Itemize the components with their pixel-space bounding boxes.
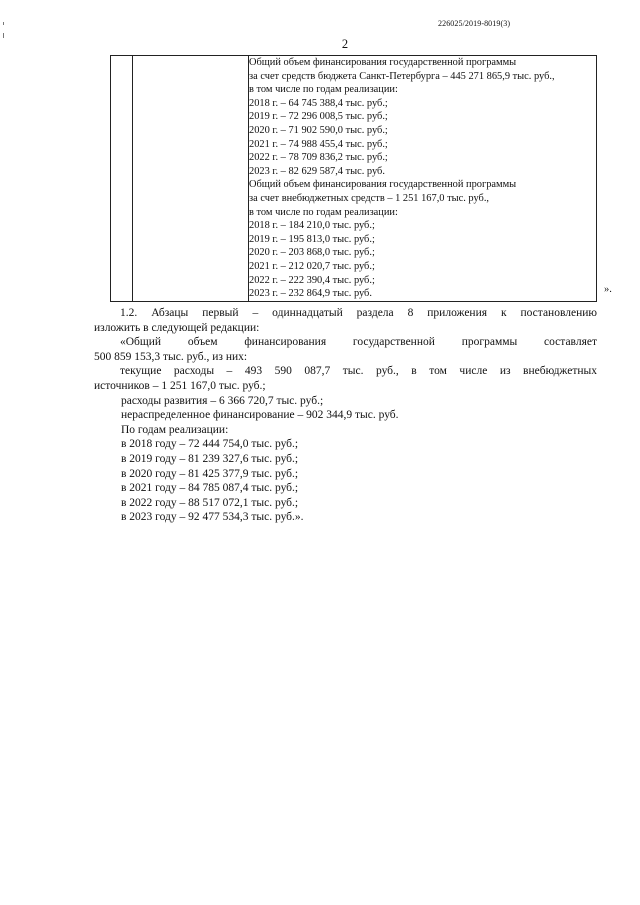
year-line: в 2023 году – 92 477 534,3 тыс. руб.». — [121, 511, 304, 524]
year-line: в 2020 году – 81 425 377,9 тыс. руб.; — [121, 467, 299, 480]
year-line: в 2018 году – 72 444 754,0 тыс. руб.; — [121, 438, 299, 451]
table-line: 2023 г. – 82 629 587,4 тыс. руб. — [249, 165, 385, 177]
table-line: Общий объем финансирования государственной программы — [249, 179, 517, 191]
margin-mark — [3, 22, 4, 25]
table-cell-number — [111, 56, 133, 302]
amendment-text — [94, 306, 597, 525]
year-line: в 2022 году – 88 517 072,1 тыс. руб.; — [121, 496, 299, 509]
table-line: 2023 г. – 232 864,9 тыс. руб. — [249, 288, 372, 300]
document-number: 226025/2019-8019(3) — [438, 19, 511, 28]
table-line: 2022 г. – 78 709 836,2 тыс. руб.; — [249, 152, 388, 164]
paragraph-line: 500 859 153,3 тыс. руб., из них: — [94, 350, 248, 363]
closing-quote: ». — [604, 284, 612, 295]
page-number: 2 — [341, 37, 349, 51]
table-line: 2020 г. – 203 868,0 тыс. руб.; — [249, 247, 375, 259]
table-line: 2018 г. – 184 210,0 тыс. руб.; — [249, 220, 375, 232]
table-line: 2019 г. – 195 813,0 тыс. руб.; — [249, 233, 375, 245]
table-cell-label — [133, 56, 249, 302]
paragraph-line: 1.2. Абзацы первый – одиннадцатый раздела 8 приложения к постановлению — [120, 307, 597, 319]
table-line: за счет внебюджетных средств – 1 251 167,0 тыс. руб., — [249, 192, 490, 204]
paragraph-line: расходы развития – 6 366 720,7 тыс. руб.; — [121, 394, 324, 407]
financing-table — [110, 55, 597, 302]
paragraph-line: источников – 1 251 167,0 тыс. руб.; — [94, 379, 266, 392]
paragraph-line: нераспределенное финансирование – 902 344,9 тыс. руб. — [121, 409, 399, 422]
paragraph-line: изложить в следующей редакции: — [94, 321, 260, 334]
paragraph-line: По годам реализации: — [121, 423, 229, 436]
table-row — [111, 56, 597, 302]
table-line: 2021 г. – 212 020,7 тыс. руб.; — [249, 260, 375, 272]
table-line: Общий объем финансирования государственной программы — [249, 57, 517, 68]
table-line: 2020 г. – 71 902 590,0 тыс. руб.; — [249, 124, 388, 136]
table-line: за счет средств бюджета Санкт-Петербурга – 445 271 865,9 тыс. руб., — [249, 70, 555, 82]
paragraph-line: текущие расходы – 493 590 087,7 тыс. руб., в том числе из внебюджетных — [120, 365, 597, 378]
table-line: в том числе по годам реализации: — [249, 84, 398, 96]
table-line: 2018 г. – 64 745 388,4 тыс. руб.; — [249, 97, 388, 109]
table-line: 2022 г. – 222 390,4 тыс. руб.; — [249, 274, 375, 286]
table-line: 2021 г. – 74 988 455,4 тыс. руб.; — [249, 138, 388, 150]
table-line: 2019 г. – 72 296 008,5 тыс. руб.; — [249, 111, 388, 123]
table-cell-content — [249, 56, 597, 302]
table-line: в том числе по годам реализации: — [249, 206, 398, 218]
year-line: в 2019 году – 81 239 327,6 тыс. руб.; — [121, 452, 299, 465]
year-line: в 2021 году – 84 785 087,4 тыс. руб.; — [121, 482, 299, 495]
paragraph-line: «Общий объем финансирования государственной программы составляет — [120, 336, 597, 349]
